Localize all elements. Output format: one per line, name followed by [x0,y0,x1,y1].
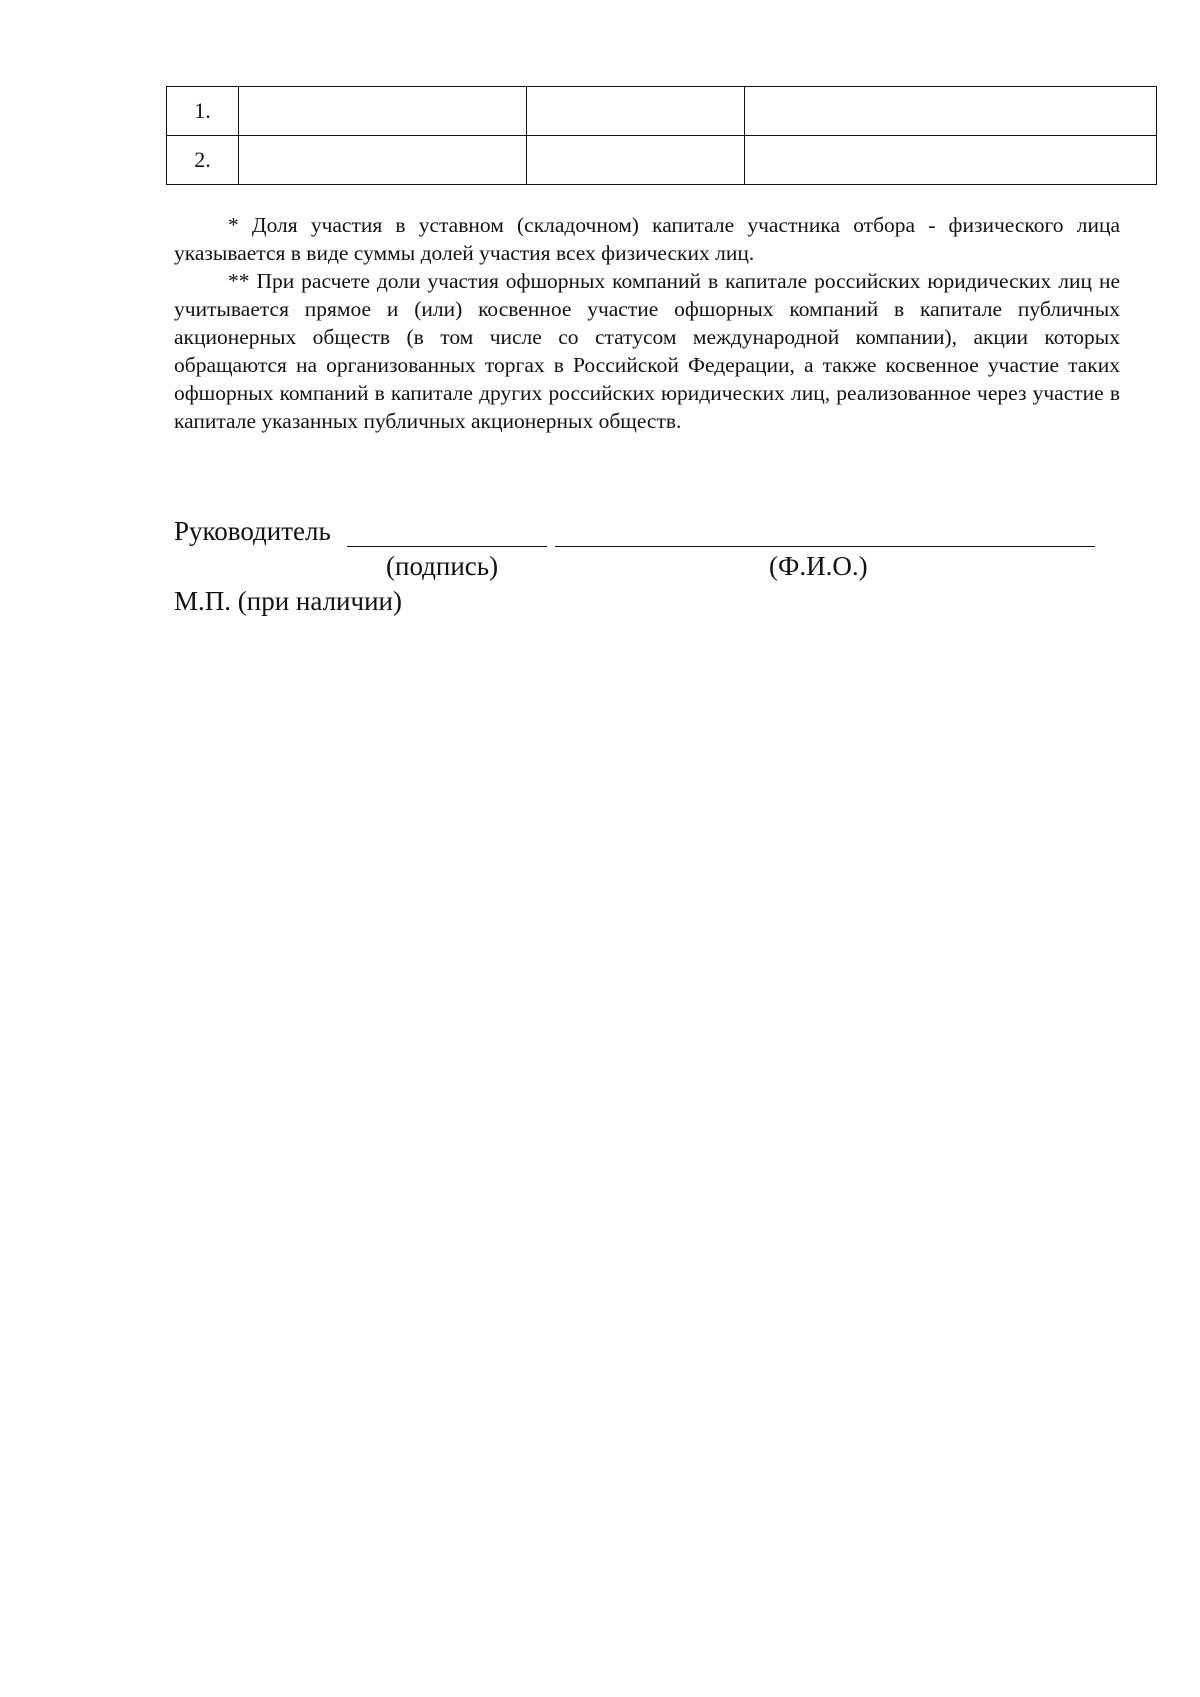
footnote-offshore-companies: ** При расчете доли участия офшорных компаний в капитале российских юридических лиц не учитывается прямое и (или) косвенное участие офшорных компаний в капитале публичных акционерных обществ (в том числе со статусом международной компании), акции которых обращаются на организованных торгах в Российской Федерации, а также косвенное участие таких офшорных компаний в капитале других российских юридических лиц, реализованное через участие в капитале указанных публичных акционерных обществ. [174,269,1120,433]
table-row [167,136,1157,185]
participants-table [166,86,1157,185]
table-cell [745,87,1157,136]
footnote-share-individuals: * Доля участия в уставном (складочном) капитале участника отбора - физического лица указывается в виде суммы долей участия всех физических лиц. [174,213,1120,265]
full-name-line [555,546,1095,547]
head-signature-label: Руководитель [174,516,331,546]
table-row [167,87,1157,136]
footnotes [174,211,1120,435]
table-cell [239,87,527,136]
signature-line [347,546,547,547]
table-cell [527,87,745,136]
row-number: 1. [167,87,239,136]
table-cell [745,136,1157,185]
table-cell [239,136,527,185]
row-number: 2. [167,136,239,185]
table-cell [527,136,745,185]
full-name-caption: (Ф.И.О.) [769,551,868,581]
signature-caption: (подпись) [386,551,499,581]
seal-placeholder: М.П. (при наличии) [174,586,402,616]
